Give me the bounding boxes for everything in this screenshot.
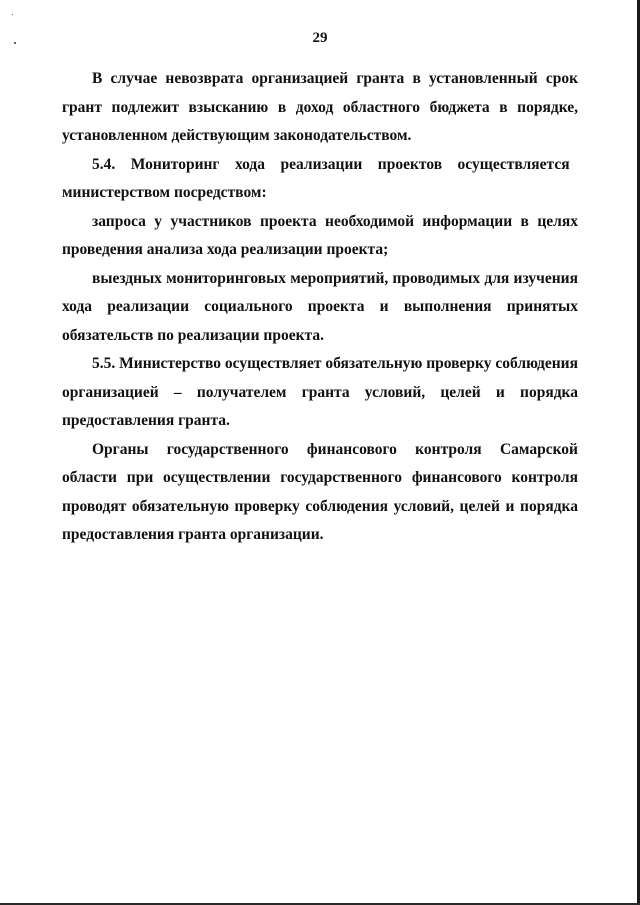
scan-speck [12,14,13,15]
paragraph-grant-recovery: В случае невозврата организацией гранта в установленный срок грант подлежит взысканию в доход областного бюджета в порядке, установленном действующим законодательством. [62,70,578,144]
paragraph-info-request: запроса у участников проекта необходимой информации в целях проведения анализа хода реализации проекта; [62,212,578,258]
document-body [62,65,578,550]
paragraph-financial-control: Органы государственного финансового контроля Самарской области при осуществлении государственного финансового контроля проводят обязательную проверку соблюдения условий, целей и порядка предоставления гранта организации. [62,440,578,543]
paragraph-5-5-inspection: 5.5. Министерство осуществляет обязательную проверку соблюдения организацией – получателем гранта условий, целей и порядка предоставления гранта. [62,355,578,429]
page-number: 29 [312,30,328,46]
paragraph-field-monitoring: выездных мониторинговых мероприятий, проводимых для изучения хода реализации социального проекта и выполнения принятых обязательств по реализации проекта. [62,269,578,344]
paragraph-5-4-monitoring: 5.4. Мониторинг хода реализации проектов осуществляется министерством посредством: [62,155,570,201]
